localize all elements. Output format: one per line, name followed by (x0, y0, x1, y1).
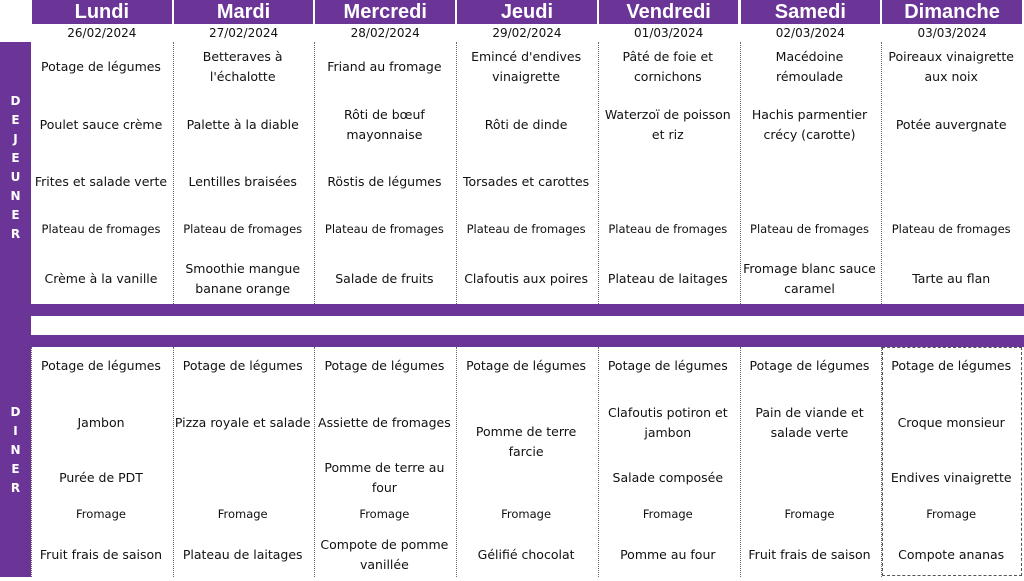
dinner-dish: Compote de pomme vanillée (320, 537, 449, 572)
day-header: Mardi (174, 0, 314, 24)
dinner-dish: Croque monsieur (897, 415, 1005, 430)
lunch-dish: Tarte au flan (912, 271, 991, 286)
dinner-dish: Potage de légumes (466, 358, 587, 373)
lunch-dish: Torsades et carottes (462, 174, 590, 189)
dinner-dish: Potage de légumes (891, 358, 1012, 373)
dinner-dish: Fromage (642, 507, 693, 521)
dinner-dish: Clafoutis potiron et jambon (607, 405, 728, 440)
dinner-label: DINER (10, 405, 21, 495)
dinner-dish: Pomme de terre farcie (475, 424, 577, 459)
lunch-dish: Hachis parmentier crécy (carotte) (751, 107, 868, 142)
column-divider (881, 347, 882, 577)
dinner-dish: Pomme de terre au four (324, 460, 445, 495)
lunch-dish: Rôti de dinde (484, 117, 568, 132)
dinner-dish: Compote ananas (898, 547, 1005, 562)
separator-band (31, 304, 1024, 316)
lunch-dish: Salade de fruits (335, 271, 434, 286)
lunch-dish: Potage de légumes (41, 59, 161, 74)
lunch-dish: Plateau de fromages (41, 222, 161, 236)
dinner-dish: Fruit frais de saison (748, 547, 871, 562)
lunch-dish: Palette à la diable (186, 117, 299, 132)
lunch-label: DEJEUNER (10, 94, 21, 241)
day-date: 01/03/2024 (634, 26, 704, 40)
column-divider (173, 347, 174, 577)
column-divider (456, 347, 457, 577)
lunch-dish: Smoothie mangue banane orange (185, 261, 301, 296)
lunch-dish: Frites et salade verte (34, 174, 168, 189)
dinner-dish: Pain de viande et salade verte (755, 405, 864, 440)
dinner-dish: Assiette de fromages (318, 415, 451, 430)
day-date: 27/02/2024 (208, 26, 279, 40)
dinner-dish: Pizza royale et salade (174, 415, 311, 430)
dinner-dish: Fromage (359, 507, 410, 521)
lunch-dish: Betteraves à l'échalotte (202, 49, 283, 84)
dinner-dish: Potage de légumes (324, 358, 445, 373)
dinner-dish: Potage de légumes (41, 358, 161, 373)
dinner-dish: Gélifié chocolat (477, 547, 575, 562)
dinner-dish: Fromage (76, 507, 126, 521)
dinner-dish: Fromage (926, 507, 977, 521)
lunch-dish: Plateau de laitages (607, 271, 728, 286)
day-date: 29/02/2024 (492, 26, 562, 40)
lunch-dish: Röstis de légumes (327, 174, 442, 189)
dinner-dish: Potage de légumes (182, 358, 303, 373)
day-date: 03/03/2024 (917, 26, 987, 40)
lunch-dish: Plateau de fromages (324, 222, 444, 236)
lunch-dish: Pâté de foie et cornichons (622, 49, 714, 84)
lunch-dish: Plateau de fromages (750, 222, 869, 236)
lunch-dish: Clafoutis aux poires (464, 271, 588, 286)
dinner-dish: Fromage (501, 507, 552, 521)
lunch-dish: Poulet sauce crème (39, 117, 163, 132)
day-header: Samedi (741, 0, 881, 24)
sunday-dinner-box (882, 347, 1022, 576)
dinner-dish: Salade composée (612, 470, 724, 485)
day-date: 26/02/2024 (67, 26, 137, 40)
column-divider (598, 347, 599, 577)
day-date: 02/03/2024 (775, 26, 845, 40)
dinner-dish: Purée de PDT (59, 470, 143, 485)
lunch-dish: Plateau de fromages (608, 222, 728, 236)
lunch-dish: Rôti de bœuf mayonnaise (344, 107, 425, 142)
dinner-dish: Potage de légumes (749, 358, 870, 373)
dinner-dish: Fromage (784, 507, 835, 521)
dinner-dish: Endives vinaigrette (890, 470, 1012, 485)
dinner-dish: Potage de légumes (607, 358, 728, 373)
day-header: Vendredi (599, 0, 739, 24)
lunch-dish: Lentilles braisées (188, 174, 297, 189)
lunch-dish: Crème à la vanille (44, 271, 158, 286)
lunch-dish: Emincé d'endives vinaigrette (471, 49, 582, 84)
lunch-dish: Fromage blanc sauce caramel (743, 261, 876, 296)
separator-band (31, 335, 1024, 347)
dinner-dish: Jambon (77, 415, 125, 430)
column-divider (740, 347, 741, 577)
column-divider (31, 347, 32, 577)
day-header: Mercredi (315, 0, 455, 24)
dinner-dish: Fromage (217, 507, 268, 521)
lunch-dish: Potée auvergnate (895, 117, 1007, 132)
lunch-dish: Plateau de fromages (466, 222, 586, 236)
day-header: Jeudi (457, 0, 597, 24)
day-date: 28/02/2024 (350, 26, 420, 40)
lunch-dish: Macédoine rémoulade (775, 49, 844, 84)
dinner-dish: Plateau de laitages (182, 547, 303, 562)
lunch-dish: Plateau de fromages (891, 222, 1011, 236)
dinner-dish: Fruit frais de saison (39, 547, 163, 562)
lunch-dish: Poireaux vinaigrette aux noix (888, 49, 1014, 84)
lunch-dish: Plateau de fromages (183, 222, 303, 236)
dinner-dish: Pomme au four (620, 547, 716, 562)
day-header: Dimanche (882, 0, 1022, 24)
day-header: Lundi (32, 0, 172, 24)
lunch-dish: Waterzoï de poisson et riz (604, 107, 731, 142)
lunch-dish: Friand au fromage (327, 59, 442, 74)
